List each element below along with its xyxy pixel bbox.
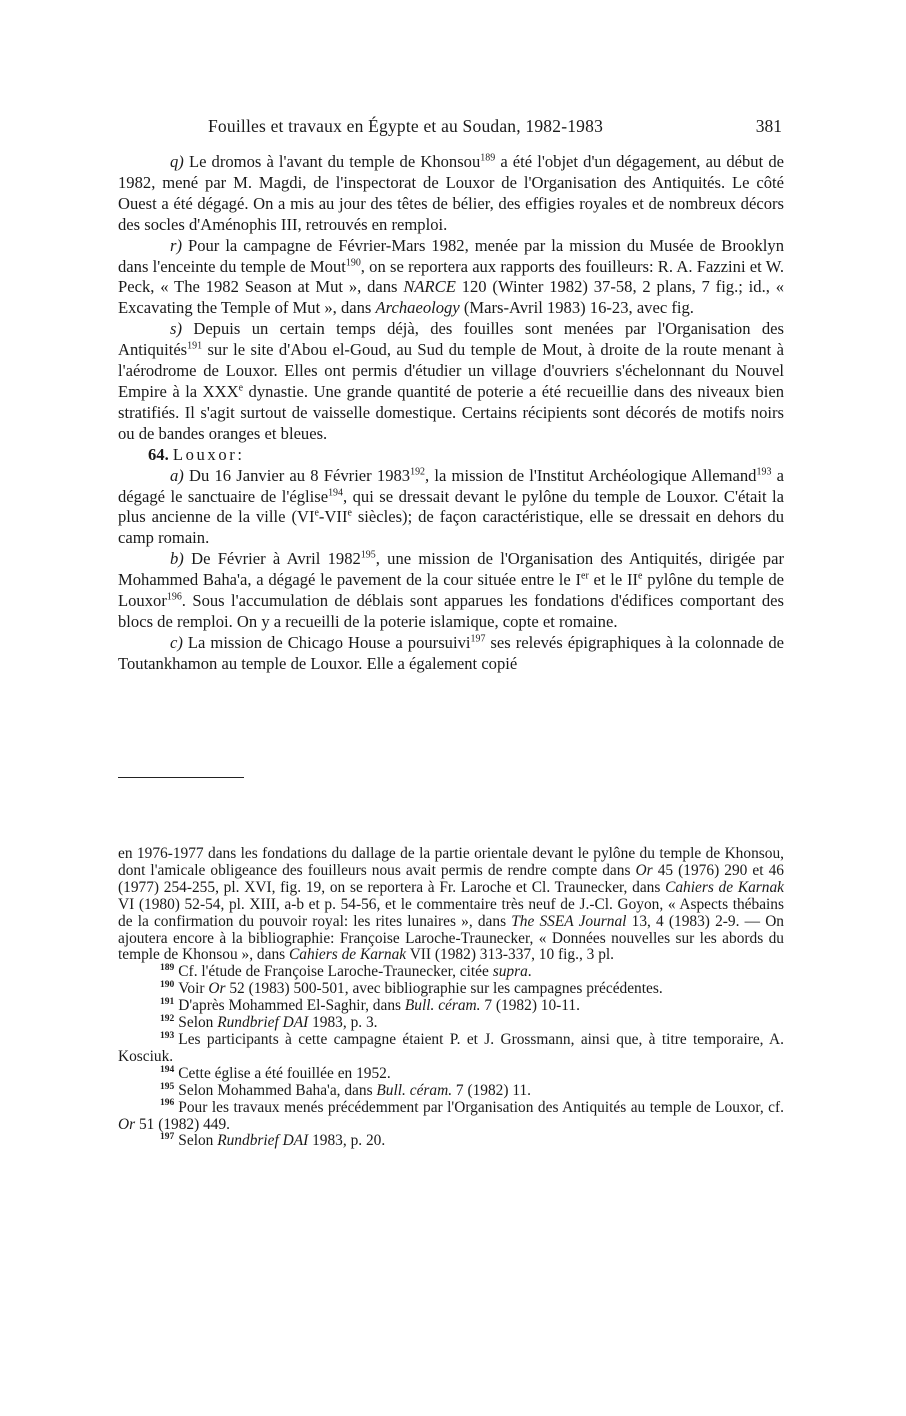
paragraph-c: [118, 633, 784, 675]
footnote-ref: 192: [410, 466, 426, 478]
section-title: Louxor: [172, 444, 238, 464]
footnote-ref: 197: [470, 633, 486, 645]
text: , une mission de l'Organisation des Antiquités, dirigée par Mohammed Baha'a, a dégagé le pavement de la cour située entre le I: [118, 549, 784, 590]
footnote-192: [118, 1012, 784, 1032]
journal-title: Archaeology: [375, 298, 460, 318]
item-letter: s): [170, 319, 182, 339]
text: Selon Mohammed Baha'a, dans: [178, 1081, 377, 1099]
footnote-195: [118, 1080, 784, 1100]
ordinal-sup: e: [238, 382, 244, 394]
running-head: Fouilles et travaux en Égypte et au Soudan, 1982-1983: [208, 116, 604, 136]
footnote-number: 197: [160, 1131, 175, 1143]
footnote-number: 190: [160, 979, 175, 991]
paragraph-a: [118, 466, 784, 550]
footnote-number: 196: [160, 1097, 175, 1109]
paragraph-r: [118, 236, 784, 320]
footnote-number: 189: [160, 962, 175, 974]
text: , la mission de l'Institut Archéologique Allemand: [425, 465, 757, 485]
footnote-193: [118, 1029, 784, 1066]
text: 1983, p. 20.: [308, 1132, 386, 1150]
item-letter: r): [170, 235, 182, 255]
text: a été l'objet d'un dégagement, au début de 1982, mené par M. Magdi, de l'inspectorat de Louxor de l'Organisation des Antiquités. Le côté Ouest a été dégagé. On a mis au jour des têtes de bélier, des effigies royales et de nombreux décors des socles d'Aménophis III, retrouvés en remploi.: [118, 152, 784, 234]
footnote-ref: 196: [166, 591, 182, 603]
footnote-197: [118, 1133, 784, 1150]
text: Pour les travaux menés précédemment par l'Organisation des Antiquités au temple de Louxor, cf.: [178, 1098, 784, 1116]
text: (Mars-Avril 1983) 16-23, avec fig.: [459, 298, 694, 318]
text: Depuis un certain temps déjà, des fouilles sont menées par l'Organisation des Antiquités: [118, 319, 784, 360]
text: . Sous l'accumulation de déblais sont apparues les fondations d'édifices comportant des blocs de remploi. On y a recueilli de la poterie islamique, copte et romaine.: [118, 591, 784, 631]
text: D'après Mohammed El-Saghir, dans: [178, 997, 405, 1015]
ordinal-sup: er: [581, 570, 589, 582]
footnote-ref: 194: [328, 486, 344, 498]
footnote-ref: 195: [360, 549, 376, 561]
text: -VII: [318, 507, 348, 527]
footnote-ref: 193: [756, 466, 772, 478]
text: VI (1980) 52-54, pl. XIII, a-b et p. 54-56, et le commentaire très neuf de J.-Cl. Goyon, « Aspects thébains de la confirmation du pouvoir royal: les rites lunaires », dans: [118, 895, 784, 930]
text: , qui se dressait devant le pylône du temple de Louxor. C'était la plus ancienne de la ville (VI: [118, 486, 784, 527]
journal-title: Bull. céram.: [404, 997, 481, 1015]
journal-title: Or: [635, 861, 653, 879]
ordinal-sup: e: [638, 570, 643, 582]
journal-title: Cahiers de Karnak: [665, 878, 784, 896]
journal-title: The SSEA Journal: [511, 912, 627, 930]
text: pylône du temple de Louxor: [118, 570, 785, 611]
ordinal-sup: e: [347, 507, 352, 519]
footnote-191: [118, 998, 784, 1015]
journal-title: Or: [208, 980, 226, 998]
text: Voir: [178, 980, 209, 998]
section-number: 64.: [148, 444, 169, 464]
item-letter: a): [170, 465, 184, 485]
text: 52 (1983) 500-501, avec bibliographie sur les campagnes précédentes.: [225, 980, 663, 998]
page-number: 381: [755, 116, 782, 136]
footnote-196: [118, 1097, 784, 1134]
journal-title: Or: [118, 1115, 136, 1133]
footnote-ref: 190: [345, 257, 361, 268]
text: Du 16 Janvier au 8 Février 1983: [183, 465, 411, 485]
text: Selon: [178, 1132, 218, 1150]
footnote-190: [118, 981, 784, 998]
footnote-rule: [118, 777, 244, 778]
text: De Février à Avril 1982: [183, 549, 361, 569]
text: sur le site d'Abou el-Goud, au Sud du temple de Mout, à droite de la route menant à l'aérodrome de Louxor. Elles ont permis d'étudier un village d'ouvriers s'échelonnant du Nouvel Empire à la XXX: [118, 340, 784, 401]
journal-title: Rundbrief DAI: [217, 1014, 309, 1032]
text: et le II: [588, 570, 639, 590]
footnote-number: 194: [160, 1063, 175, 1075]
text: Le dromos à l'avant du temple de Khonsou: [183, 152, 481, 171]
text: , on se reportera aux rapports des fouilleurs: R. A. Fazzini et W. Peck, « The 1982 Season at Mut », dans: [118, 256, 784, 297]
text: 7 (1982) 11.: [452, 1081, 531, 1099]
footnote-number: 195: [160, 1080, 175, 1092]
item-letter: c): [170, 632, 183, 652]
text: en 1976-1977 dans les fondations du dallage de la partie orientale devant le pylône du temple de Khonsou, dont l'amicale obligeance des fouilleurs nous avait permis de rendre compte dans: [118, 845, 784, 879]
text: .: [527, 963, 532, 981]
text: ses relevés épigraphiques à la colonnade de Toutankhamon au temple de Louxor. Elle a également copié: [118, 632, 784, 673]
item-letter: b): [170, 549, 184, 569]
journal-title: Rundbrief DAI: [217, 1132, 309, 1150]
footnote-ref: 191: [187, 340, 203, 352]
text: 45 (1976) 290 et 46 (1977) 254-255, pl. XVI, fig. 19, on se reportera à Fr. Laroche et Cl. Traunecker, dans: [118, 861, 784, 896]
text: 7 (1982) 10-11.: [480, 997, 580, 1015]
footnote-189: [118, 964, 784, 981]
text: 1983, p. 3.: [308, 1014, 378, 1032]
footnote-continuation: [118, 846, 784, 964]
italic-text: supra: [492, 963, 528, 981]
footnote-number: 192: [160, 1012, 175, 1024]
footnotes: [118, 846, 784, 1150]
page-header: [118, 116, 784, 138]
journal-title: Bull. céram.: [376, 1081, 453, 1099]
text: dynastie. Une grande quantité de poterie a été recueillie dans des niveaux bien stratifiés. Il s'agit surtout de vaisselle domestique. Certains récipients sont décorés de motifs noirs ou de bandes oranges et bleues.: [118, 381, 784, 443]
footnote-number: 193: [160, 1029, 175, 1041]
paragraph-b: [118, 549, 784, 633]
text: Cette église a été fouillée en 1952.: [178, 1064, 391, 1082]
text: Selon: [178, 1014, 218, 1032]
text: siècles); de façon caractéristique, elle se dressait en dehors du camp romain.: [118, 507, 784, 548]
text: a dégagé le sanctuaire de l'église: [118, 465, 784, 506]
text: 51 (1982) 449.: [135, 1115, 231, 1133]
paragraph-q: [118, 152, 784, 236]
section-colon: :: [237, 444, 242, 464]
footnote-number: 191: [160, 996, 175, 1008]
body-text: [118, 152, 784, 675]
footnote-194: [118, 1063, 784, 1083]
footnote-ref: 189: [480, 152, 496, 164]
text: Cf. l'étude de Françoise Laroche-Traunecker, citée: [178, 963, 493, 981]
item-letter: q): [170, 152, 184, 171]
text: Pour la campagne de Février-Mars 1982, menée par la mission du Musée de Brooklyn dans l'enceinte du temple de Mout: [118, 235, 784, 276]
journal-title: Cahiers de Karnak: [288, 946, 407, 964]
text: La mission de Chicago House a poursuivi: [182, 632, 471, 652]
section-heading: [118, 445, 784, 466]
text: 13, 4 (1983) 2-9. — On ajoutera encore à la bibliographie: Françoise Laroche-Traunecker, « Données nouvelles sur les abords du temple de Khonsou », dans: [118, 912, 784, 964]
text: 120 (Winter 1982) 37-58, 2 plans, 7 fig.; id., « Excavating the Temple of Mut », dans: [118, 277, 785, 318]
paragraph-s: [118, 319, 784, 444]
text: Les participants à cette campagne étaient P. et J. Grossmann, ainsi que, à titre temporaire, A. Kosciuk.: [118, 1030, 784, 1065]
journal-title: NARCE: [403, 277, 456, 297]
text: VII (1982) 313-337, 10 fig., 3 pl.: [406, 946, 615, 964]
ordinal-sup: e: [314, 507, 319, 519]
